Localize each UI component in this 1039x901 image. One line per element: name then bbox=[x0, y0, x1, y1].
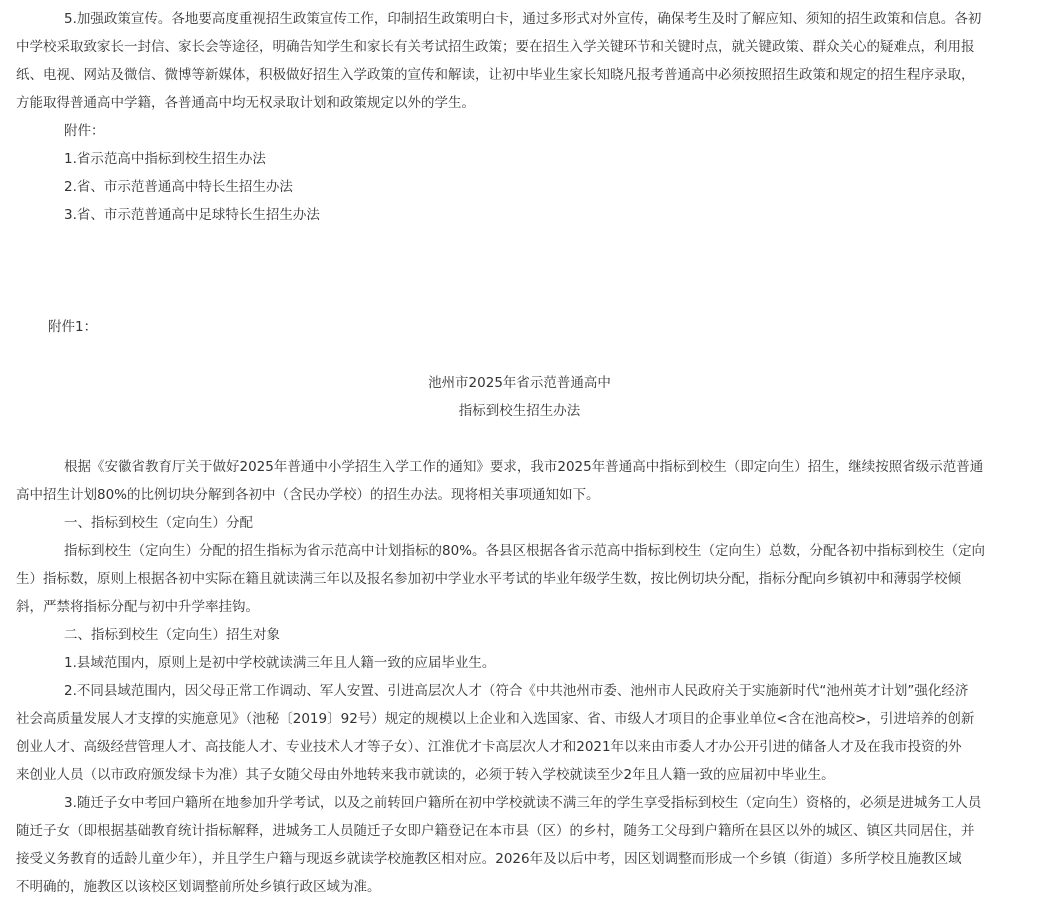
section1-line-2: 生）指标数，原则上根据各初中实际在籍且就读满三年以及报名参加初中学业水平考试的毕业年级学生数，按比例切块分配，指标分配向乡镇初中和薄弱学校倾 bbox=[16, 571, 961, 587]
document-title-line-1: 池州市2025年省示范普通高中 bbox=[428, 375, 611, 391]
section2-item-3-line-3: 接受义务教育的适龄儿童少年），并且学生户籍与现返乡就读学校施教区相对应。2026年及以后中考，因区划调整而形成一个乡镇（街道）多所学校且施教区域 bbox=[16, 851, 962, 867]
attachment-item-1: 1.省示范高中指标到校生招生办法 bbox=[64, 151, 266, 167]
attachment-item-3: 3.省、市示范普通高中足球特长生招生办法 bbox=[64, 207, 320, 223]
attachment-item-2: 2.省、市示范普通高中特长生招生办法 bbox=[64, 179, 293, 195]
section2-item-3-line-1: 3.随迁子女中考回户籍所在地参加升学考试，以及之前转回户籍所在初中学校就读不满三年的学生享受指标到校生（定向生）资格的，必须是进城务工人员 bbox=[64, 795, 982, 811]
section1-line-3: 斜，严禁将指标分配与初中升学率挂钩。 bbox=[16, 599, 259, 615]
section2-item-3-line-4: 不明确的，施教区以该校区划调整前所处乡镇行政区域为准。 bbox=[16, 879, 381, 895]
section2-item-2-line-3: 创业人才、高级经营管理人才、高技能人才、专业技术人才等子女）、江淮优才卡高层次人才和2021年以来由市委人才办公开引进的储备人才及在我市投资的外 bbox=[16, 739, 962, 755]
section2-item-1: 1.县域范围内，原则上是初中学校就读满三年且人籍一致的应届毕业生。 bbox=[64, 655, 496, 671]
intro-line-2: 高中招生计划80%的比例切块分解到各初中（含民办学校）的招生办法。现将相关事项通知如下。 bbox=[16, 487, 600, 503]
document-title-line-2: 指标到校生招生办法 bbox=[458, 403, 581, 419]
section2-item-2-line-1: 2.不同县域范围内，因父母正常工作调动、军人安置、引进高层次人才（符合《中共池州市委、池州市人民政府关于实施新时代“池州英才计划”强化经济 bbox=[64, 683, 969, 699]
section1-heading: 一、指标到校生（定向生）分配 bbox=[64, 515, 253, 531]
section5-line-1: 5.加强政策宣传。各地要高度重视招生政策宣传工作，印制招生政策明白卡，通过多形式对外宣传，确保考生及时了解应知、须知的招生政策和信息。各初 bbox=[64, 11, 982, 27]
section2-item-2-line-2: 社会高质量发展人才支撑的实施意见》（池秘〔2019〕92号）规定的规模以上企业和入选国家、省、市级人才项目的企事业单位<含在池高校>，引进培养的创新 bbox=[16, 711, 975, 727]
attachment1-label: 附件1： bbox=[48, 319, 98, 335]
section2-item-3-line-2: 随迁子女（即根据基础教育统计指标解释，进城务工人员随迁子女即户籍登记在本市县（区）的乡村，随务工父母到户籍所在县区以外的城区、镇区共同居住，并 bbox=[16, 823, 975, 839]
section5-line-2: 中学校采取致家长一封信、家长会等途径，明确告知学生和家长有关考试招生政策；要在招生入学关键环节和关键时点，就关键政策、群众关心的疑难点，利用报 bbox=[16, 39, 975, 55]
section2-heading: 二、指标到校生（定向生）招生对象 bbox=[64, 627, 280, 643]
section5-line-3: 纸、电视、网站及微信、微博等新媒体，积极做好招生入学政策的宣传和解读，让初中毕业生家长知晓凡报考普通高中必须按照招生政策和规定的招生程序录取， bbox=[16, 67, 975, 83]
attachments-heading: 附件： bbox=[64, 123, 105, 139]
section1-line-1: 指标到校生（定向生）分配的招生指标为省示范高中计划指标的80%。各县区根据各省示范高中指标到校生（定向生）总数，分配各初中指标到校生（定向 bbox=[64, 543, 986, 559]
intro-line-1: 根据《安徽省教育厅关于做好2025年普通中小学招生入学工作的通知》要求，我市2025年普通高中指标到校生（即定向生）招生，继续按照省级示范普通 bbox=[64, 459, 984, 475]
section2-item-2-line-4: 来创业人员（以市政府颁发绿卡为准）其子女随父母由外地转来我市就读的，必须于转入学校就读至少2年且人籍一致的应届初中毕业生。 bbox=[16, 767, 835, 783]
section5-line-4: 方能取得普通高中学籍，各普通高中均无权录取计划和政策规定以外的学生。 bbox=[16, 95, 475, 111]
